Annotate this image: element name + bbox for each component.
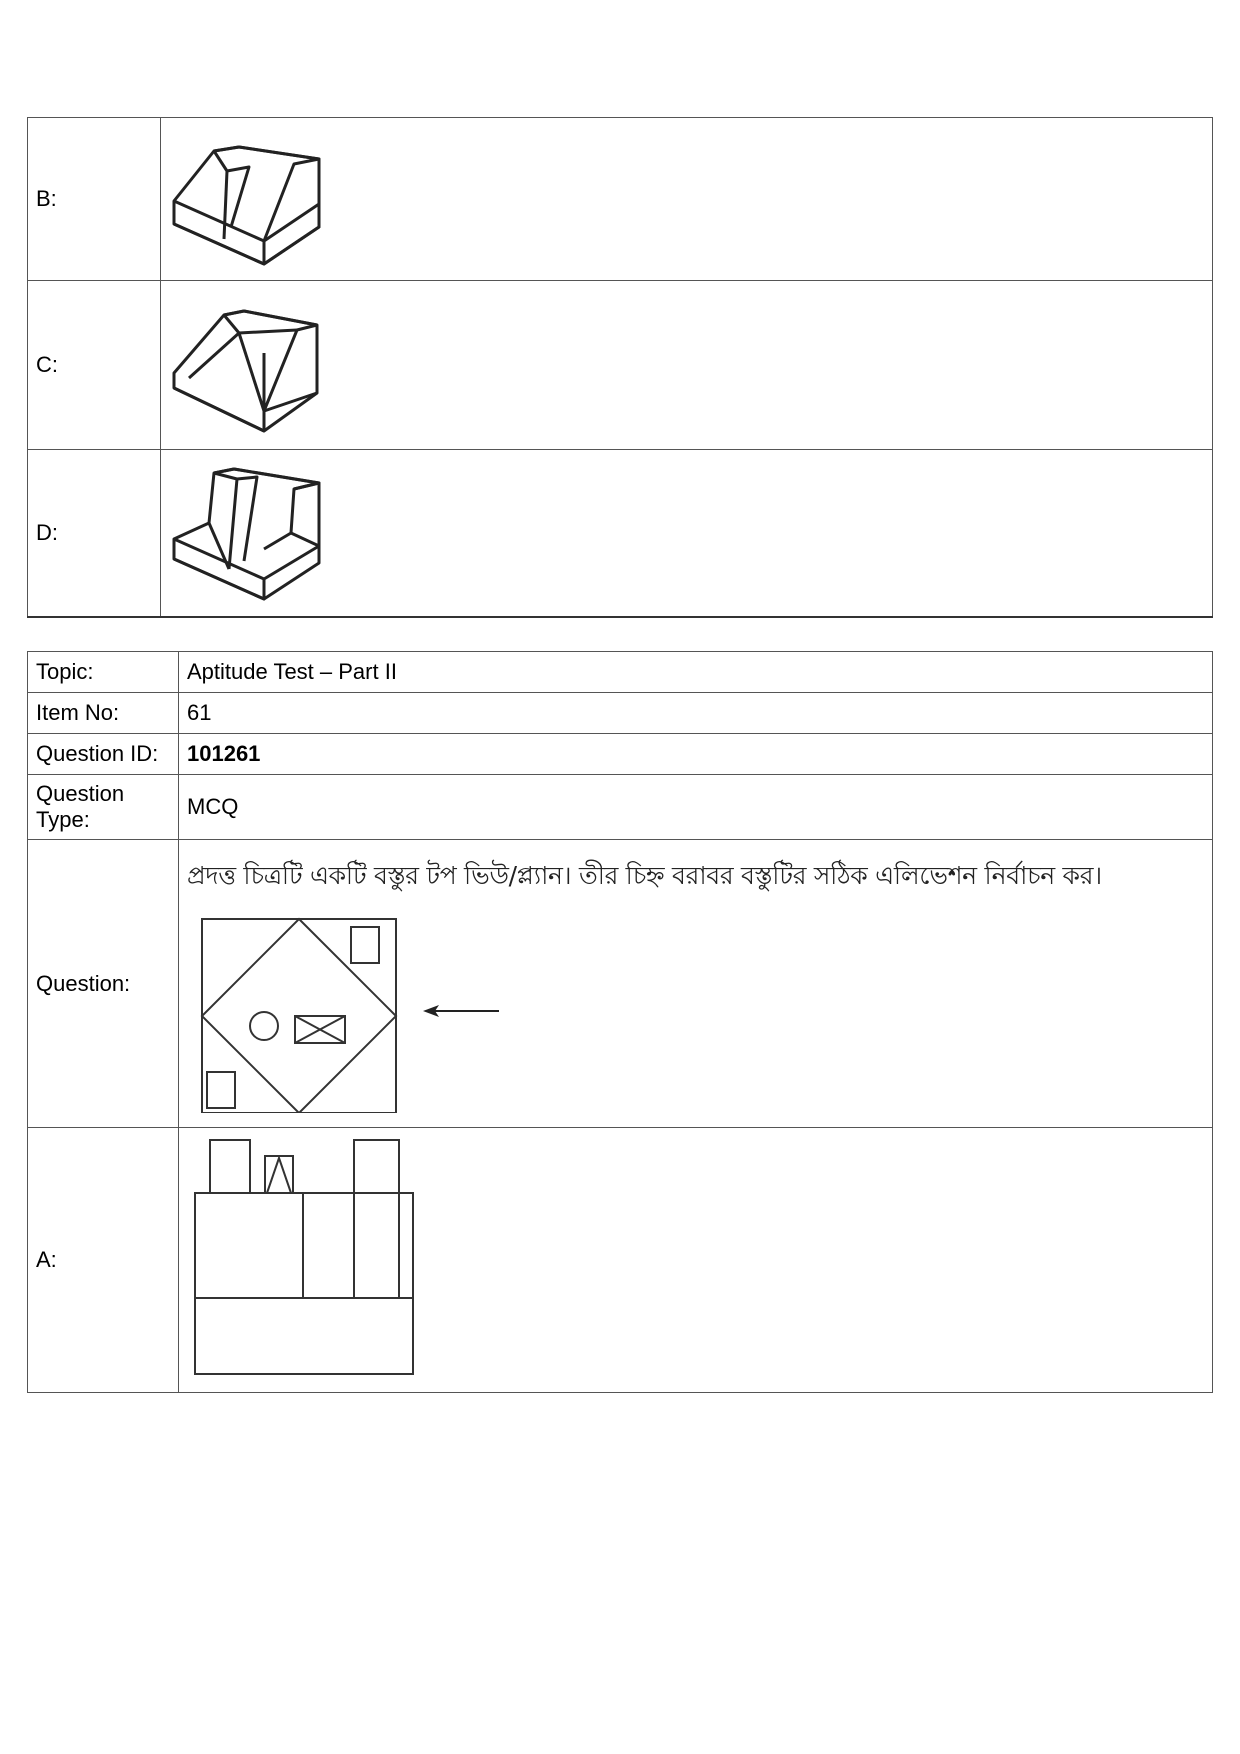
topic-value: Aptitude Test – Part II xyxy=(179,652,1213,693)
topic-row xyxy=(28,652,1213,693)
option-figure-d xyxy=(161,450,1213,618)
option-label: D: xyxy=(28,450,161,618)
topic-label: Topic: xyxy=(28,652,179,693)
question-type-label: Question Type: xyxy=(28,775,179,840)
previous-options-table xyxy=(27,117,1213,618)
isometric-block-b-figure xyxy=(169,129,339,269)
question-id-value: 101261 xyxy=(179,734,1213,775)
question-content xyxy=(179,840,1213,1128)
option-figure-b xyxy=(161,118,1213,281)
option-a-label: A: xyxy=(28,1128,179,1393)
option-figure-c xyxy=(161,281,1213,450)
elevation-a-figure xyxy=(187,1138,427,1383)
option-a-row xyxy=(28,1128,1213,1393)
option-label: C: xyxy=(28,281,161,450)
question-type-row xyxy=(28,775,1213,840)
option-row-c xyxy=(28,281,1213,450)
item-row xyxy=(28,693,1213,734)
question-type-value: MCQ xyxy=(179,775,1213,840)
question-id-row xyxy=(28,734,1213,775)
question-id-label: Question ID: xyxy=(28,734,179,775)
option-row-d xyxy=(28,450,1213,618)
option-row-b xyxy=(28,118,1213,281)
item-label: Item No: xyxy=(28,693,179,734)
question-text: প্রদত্ত চিত্রটি একটি বস্তুর টপ ভিউ/প্ল্যান। তীর চিহ্ন বরাবর বস্তুটির সঠিক এলিভেশন নির্বাচন কর। xyxy=(187,861,1102,890)
item-value: 61 xyxy=(179,693,1213,734)
plan-view-figure xyxy=(187,913,507,1113)
question-label: Question: xyxy=(28,840,179,1128)
isometric-block-c-figure xyxy=(169,293,339,438)
question-meta-table xyxy=(27,651,1213,1393)
isometric-block-d-figure xyxy=(169,461,339,606)
question-row xyxy=(28,840,1213,1128)
option-a-figure xyxy=(179,1128,1213,1393)
option-label: B: xyxy=(28,118,161,281)
